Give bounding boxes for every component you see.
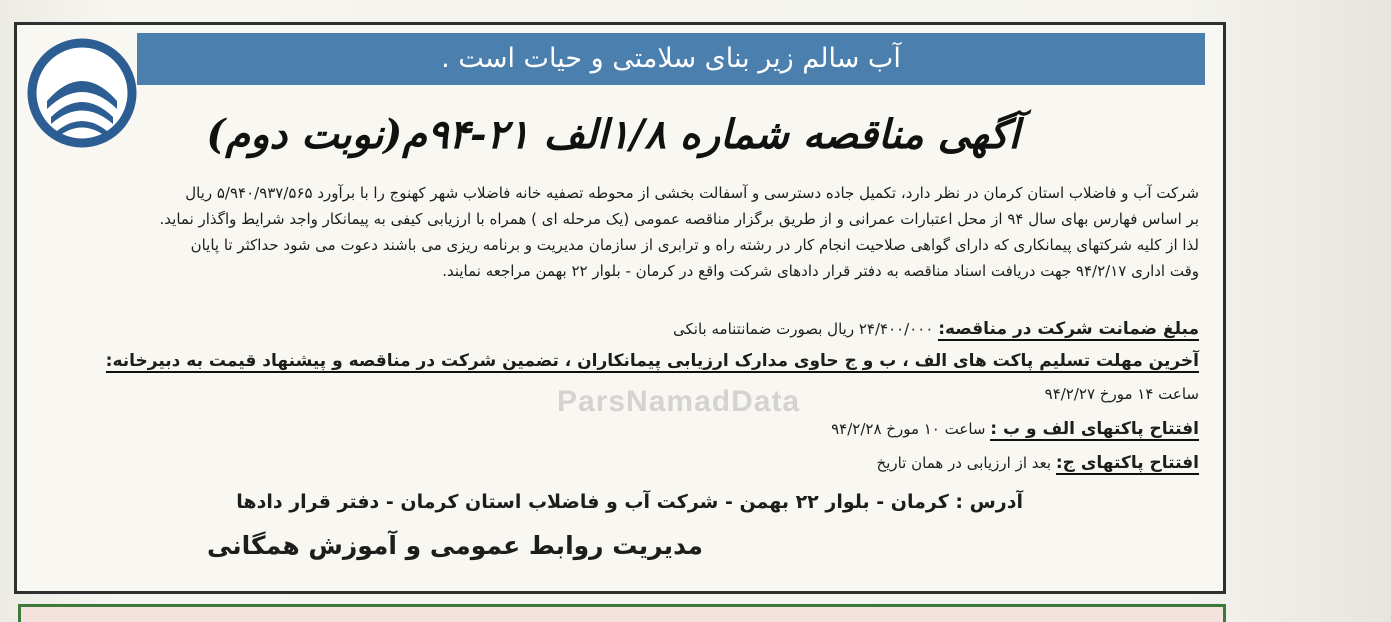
- open-c-row: [39, 453, 1199, 473]
- tender-description: [39, 180, 1199, 284]
- signature-department: مدیریت روابط عمومی و آموزش همگانی: [206, 531, 703, 560]
- water-company-logo: [27, 31, 137, 153]
- open-ab-value: ساعت ۱۰ مورخ ۹۴/۲/۲۸: [831, 420, 986, 438]
- description-line: شرکت آب و فاضلاب استان کرمان در نظر دارد، تکمیل جاده دسترسی و آسفالت بخشی از محوطه تصفیه خانه فاضلاب شهر کهنوج را با برآورد ۵/۹۴۰/۹۳۷/۵۶۵ ریال: [185, 184, 1199, 202]
- slogan-banner: آب سالم زیر بنای سلامتی و حیات است .: [137, 33, 1205, 85]
- open-c-label: افتتاح پاکتهای ج:: [1055, 453, 1199, 473]
- next-advertisement-edge: [18, 604, 1226, 622]
- guarantee-value: ۲۴/۴۰۰/۰۰۰ ریال بصورت ضمانتنامه بانکی: [673, 320, 934, 338]
- open-ab-row: [39, 419, 1199, 439]
- company-address: آدرس : کرمان - بلوار ۲۲ بهمن - شرکت آب و فاضلاب استان کرمان - دفتر قرار دادها: [236, 491, 1023, 513]
- tender-advertisement: [14, 22, 1226, 594]
- deadline-time: ساعت ۱۴ مورخ ۹۴/۲/۲۷: [1044, 385, 1199, 403]
- open-c-value: بعد از ارزیابی در همان تاریخ: [876, 454, 1052, 472]
- description-line: وقت اداری ۹۴/۲/۱۷ جهت دریافت اسناد مناقصه به دفتر قرار دادهای شرکت واقع در کرمان - بلوار ۲۲ بهمن مراجعه نمایند.: [442, 262, 1199, 280]
- watermark-text: ParsNamadData: [557, 385, 801, 418]
- open-ab-label: افتتاح پاکتهای الف و ب :: [990, 419, 1199, 439]
- guarantee-row: [39, 319, 1199, 339]
- tender-title: آگهی مناقصه شماره ۱/۸الف ۲۱-۹۴م(نوبت دوم): [206, 111, 1020, 158]
- deadline-row: [39, 351, 1199, 371]
- deadline-label: آخرین مهلت تسلیم پاکت های الف ، ب و ج حاوی مدارک ارزیابی پیمانکاران ، تضمین شرکت در مناقصه و پیشنهاد قیمت به دبیرخانه:: [105, 351, 1199, 371]
- description-line: بر اساس فهارس بهای سال ۹۴ از محل اعتبارات عمرانی و از طریق برگزار مناقصه عمومی (یک مرحله ای ) همراه با ارزیابی کیفی به پیمانکار واجد شرایط واگذار نماید.: [159, 210, 1199, 228]
- guarantee-label: مبلغ ضمانت شرکت در مناقصه:: [938, 319, 1199, 339]
- description-line: لذا از کلیه شرکتهای پیمانکاری که دارای گواهی صلاحیت انجام کار در رشته راه و ترابری از سازمان مدیریت و برنامه ریزی می باشند دعوت می شود حداکثر تا پایان: [190, 236, 1199, 254]
